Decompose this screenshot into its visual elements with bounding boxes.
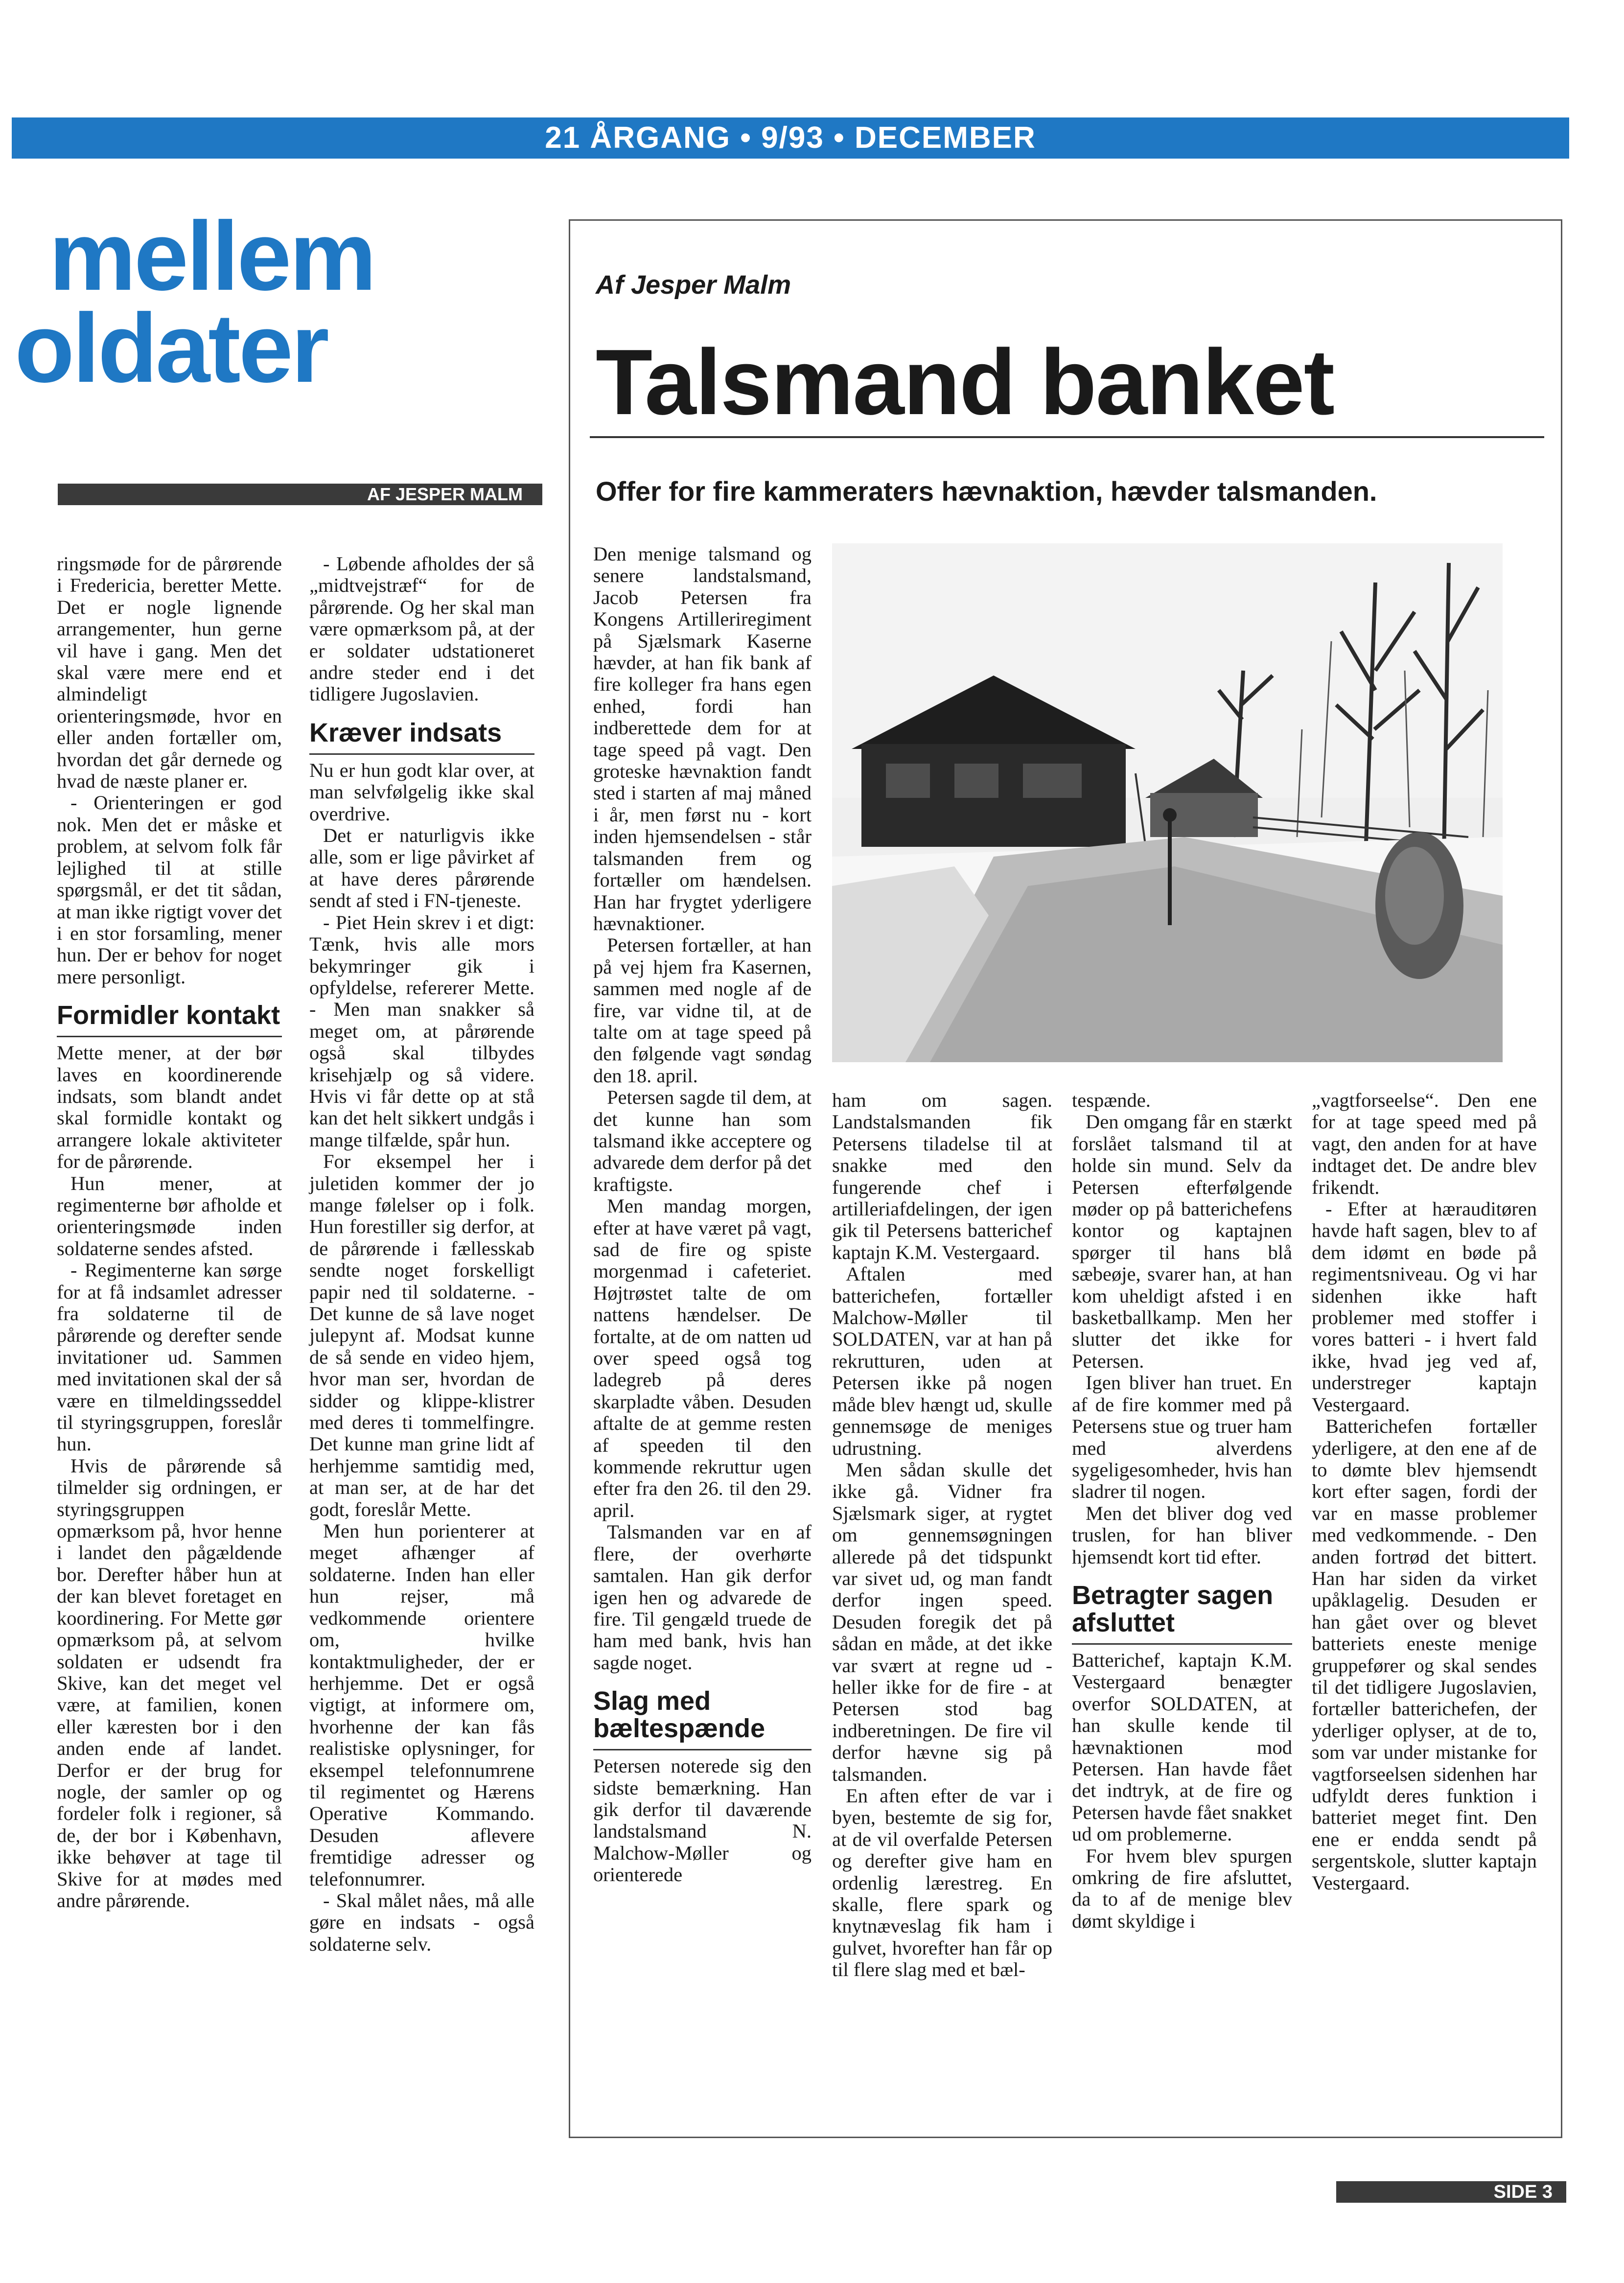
article-column-4 [1312, 1090, 1537, 1894]
left-column-2 [309, 553, 534, 1955]
article-column-3 [1072, 1090, 1292, 1932]
paragraph: - Efter at hærauditøren havde haft sagen, blev to af dem idømt en bøde på regimentsniveau. Og vi har sidenhen ikke haft problemer med stoffer i vores batteri - i hvert fald ikke, hvad jeg ved af, understreger kaptajn Vestergaard. [1312, 1198, 1537, 1416]
paragraph: Men sådan skulle det ikke gå. Vidner fra Sjælsmark siger, at rygtet om gennemsøgningen allerede på det tidspunkt var sivet ud, og man fandt derfor ingen speed. Desuden foregik det på sådan en måde, at det ikke var svært at regne ud - heller ikke for de fire - at Petersen stod bag indberetningen. De fire vil derfor hævne sig på talsmanden. [832, 1458, 1052, 1785]
paragraph: For eksempel her i juletiden kommer der jo mange følelser op i folk. Hun forestiller sig derfor, at de pårørende i fællesskab sendte noget forskelligt papir ned til soldaterne. - Det kunne de så lave noget julepynt af. Modsat kunne de så sende en video hjem, hvor man ser, hvordan de sidder og klippe-klistrer med deres ti tommelfingre. Det kunne man grine lidt af herhjemme samtidig med, at man ser, at de har det godt, foreslår Mette. [309, 1150, 534, 1520]
article-subheadline: Offer for fire kammeraters hævnaktion, hævder talsmanden. [596, 476, 1377, 507]
paragraph: - Orienteringen er god nok. Men det er måske et problem, at selvom folk får lejlighed til at stille spørgsmål, er det tit sådan, at man ikke rigtigt vover det i en stor forsamling, mener hun. Der er behov for noget mere personligt. [57, 792, 282, 988]
headline-rule [590, 436, 1544, 438]
paragraph: Den omgang får en stærkt forslået talsmand til at holde sin mund. Selv da Petersen efterfølgende møder op på batterichefens kontor og kaptajnen spørger til hans blå sæbeøje, svarer han, at han kom uheldigt afsted i en basketballkamp. Men her slutter det ikke for Petersen. [1072, 1111, 1292, 1372]
paragraph: ringsmøde for de pårørende i Fredericia, beretter Mette. Det er nogle lignende arrangementer, hun gerne vil have i gang. Men det skal være mere end et almindeligt orienteringsmøde, hvor en eller anden fortæller om, hvordan det går dernede og hvad de næste planer er. [57, 553, 282, 792]
paragraph: Batterichefen fortæller yderligere, at den ene af de to dømte blev hjemsendt kort efter sagen, fordi der var en masse problemer med vedkommende. - Den anden fortrød det bittert. Han har siden da virket upåklagelig. Desuden er han gået over og blevet batteriets eneste menige gruppefører og skal sendes til det tidligere Jugoslavien, fortæller batterichefen, der yderliger oplyser, at de to, som var under mistanke for vagtforseelsen sidenhen har udfyldt deres funktion i batteriet meget fint. Den ene er endda sendt på sergentskole, slutter kaptajn Vestergaard. [1312, 1415, 1537, 1894]
article-column-1 [593, 543, 812, 1886]
paragraph: Den menige talsmand og senere landstalsmand, Jacob Petersen fra Kongens Artilleriregiment på Sjælsmark Kaserne hævder, at han fik bank af fire kolleger fra hans egen enhed, fordi han indberettede dem for at tage speed på vagt. Den groteske hævnaktion fandt sted i starten af maj måned i år, men først nu - kort inden hjemsendelsen - står talsmanden frem og fortæller om hændelsen. Han har frygtet yderligere hævnaktioner. [593, 543, 812, 934]
paragraph: - Piet Hein skrev i et digt: Tænk, hvis alle mors bekymringer gik i opfyldelse, refererer Mette. - Men man snakker så meget om, at pårørende også skal tilbydes krisehjælp og så videre. Hvis vi får dette op at stå kan det helt sikkert undgås i mange tilfælde, spår hun. [309, 911, 534, 1151]
paragraph: Petersen fortæller, at han på vej hjem fra Kasernen, sammen med nogle af de fire, var vidne til, at de talte om at tage speed på den følgende vagt søndag den 18. april. [593, 934, 812, 1087]
barracks-photo-illustration [832, 543, 1503, 1062]
paragraph: Mette mener, at der bør laves en koordinerende indsats, som blandt andet skal formidle kontakt og arrangere lokale aktiviteter for de pårørende. [57, 1042, 282, 1173]
article-author: Af Jesper Malm [596, 270, 791, 300]
paragraph: Det er naturligvis ikke alle, som er lige påvirket af at have deres pårørende sendt af sted i FN-tjeneste. [309, 824, 534, 912]
paragraph: Petersen noterede sig den sidste bemærkning. Han gik derfor til daværende landstalsmand N. Malchow-Møller og orienterede [593, 1755, 812, 1886]
left-column-1 [57, 553, 282, 1911]
subhead-slag-med-baeltespaende: Slag med bæltespænde [593, 1687, 812, 1750]
article-column-2 [832, 1090, 1052, 1981]
paragraph: - Løbende afholdes der så „midtvejstræf“ for de pårørende. Og her skal man være opmærksom på, at der er soldater udstationeret andre steder end i det tidligere Jugoslavien. [309, 553, 534, 705]
paragraph: „vagtforseelse“. Den ene for at tage speed med på vagt, den anden for at have indtaget det. De andre blev frikendt. [1312, 1089, 1537, 1198]
article-headline: Talsmand banket [596, 330, 1334, 434]
paragraph: Hvis de pårørende så tilmelder sig ordningen, er styringsgruppen opmærksom på, hvor henne i landet den pågældende bor. Derefter håber hun at der kan blevet foretaget en koordinering. For Mette gør opmærksom på, at selvom soldaten er udsendt fra Skive, kan det meget vel være, at familien, konen eller kæresten bor i den anden ende af landet. Derfor er der brug for nogle, der samler op og fordeler folk i regioner, så de, der bor i København, ikke behøver at tage til Skive for at mødes med andre pårørende. [57, 1454, 282, 1911]
paragraph: Men mandag morgen, efter at have været på vagt, sad de fire og spiste morgenmad i cafeteriet. Højtrøstet talte de om nattens hændelser. De fortalte, at de om natten ud over speed også tog ladegreb på deres skarpladte våben. Desuden aftalte de at gemme resten af speeden til den kommende rekruttur ugen efter fra den 26. til den 29. april. [593, 1195, 812, 1521]
paragraph: tespænde. [1072, 1089, 1151, 1111]
paragraph: Petersen sagde til dem, at det kunne han som talsmand ikke acceptere og advarede dem derfor på det kraftigste. [593, 1086, 812, 1195]
paragraph: Men det bliver dog ved truslen, for han bliver hjemsendt kort tid efter. [1072, 1502, 1292, 1568]
paragraph: Aftalen med batterichefen, fortæller Malchow-Møller til SOLDATEN, var at han på rekrutturen, uden at Petersen ikke på nogen måde blev hængt ud, skulle gennemsøge de meniges udrustning. [832, 1263, 1052, 1459]
subhead-formidler-kontakt: Formidler kontakt [57, 1002, 282, 1037]
paragraph: Igen bliver han truet. En af de fire kommer med på Petersens stue og truer ham med alverdens sygeligesomheder, hvis han sladrer til nogen. [1072, 1372, 1292, 1503]
barracks-photo [832, 543, 1503, 1062]
paragraph: Men hun porienterer at meget afhænger af soldaterne. Inden han eller hun rejser, må vedkommende orientere om, hvilke kontaktmuligheder, der er herhjemme. Det er også vigtigt, at informere om, hvorhenne der kan fås realistiske oplysninger, for eksempel telefonnumrene til regimentet og Hærens Operative Kommando. Desuden aflevere fremtidige adresser og telefonnumrer. [309, 1520, 534, 1890]
masthead-line-1: mellem [49, 202, 375, 311]
page-number-tag: SIDE 3 [1336, 2181, 1566, 2203]
paragraph: En aften efter de var i byen, bestemte de sig for, at de vil overfalde Petersen og derefter give ham en ordenlig lærestreg. En skalle, flere spark og knytnæveslag fik ham i gulvet, hvorefter han får op til flere slag med et bæl- [832, 1785, 1052, 1981]
masthead-line-2: oldater [15, 294, 327, 403]
paragraph: For hvem blev spurgen omkring de fire afsluttet, da to af de menige blev dømt skyldige i [1072, 1844, 1292, 1932]
left-byline-bar: AF JESPER MALM [58, 484, 542, 505]
subhead-kraever-indsats: Kræver indsats [309, 719, 534, 755]
paragraph: Hun mener, at regimenterne bør afholde et orienteringsmøde inden soldaterne sendes afsted. [57, 1172, 282, 1259]
issue-banner: 21 ÅRGANG • 9/93 • DECEMBER [12, 117, 1569, 159]
paragraph: Talsmanden var en af flere, der overhørte samtalen. Han gik derfor igen hen og advarede de fire. Til gengæld truede de ham med bank, hvis han sagde noget. [593, 1521, 812, 1674]
paragraph: - Regimenterne kan sørge for at få indsamlet adresser fra soldaterne til de pårørende og derefter sende invitationer ud. Sammen med invitationen skal der så være en tilmeldingsseddel til styringsgruppen, foreslår hun. [57, 1259, 282, 1455]
subhead-betragter-sagen-afsluttet: Betragter sagen afsluttet [1072, 1582, 1292, 1645]
paragraph: Batterichef, kaptajn K.M. Vestergaard benægter overfor SOLDATEN, at han skulle kende til hævnaktionen mod Petersen. Han havde fået det indtryk, at de fire og Petersen havde fået snakket ud om problemerne. [1072, 1649, 1292, 1845]
paragraph: ham om sagen. Landstalsmanden fik Petersens tiladelse til at snakke med den fungerende chef i artilleriafdelingen, der igen gik til Petersens batterichef kaptajn K.M. Vestergaard. [832, 1089, 1052, 1263]
paragraph: - Skal målet nåes, må alle gøre en indsats - også soldaterne selv. [309, 1889, 534, 1955]
paragraph: Nu er hun godt klar over, at man selvfølgelig ikke skal overdrive. [309, 759, 534, 825]
masthead [15, 202, 529, 403]
